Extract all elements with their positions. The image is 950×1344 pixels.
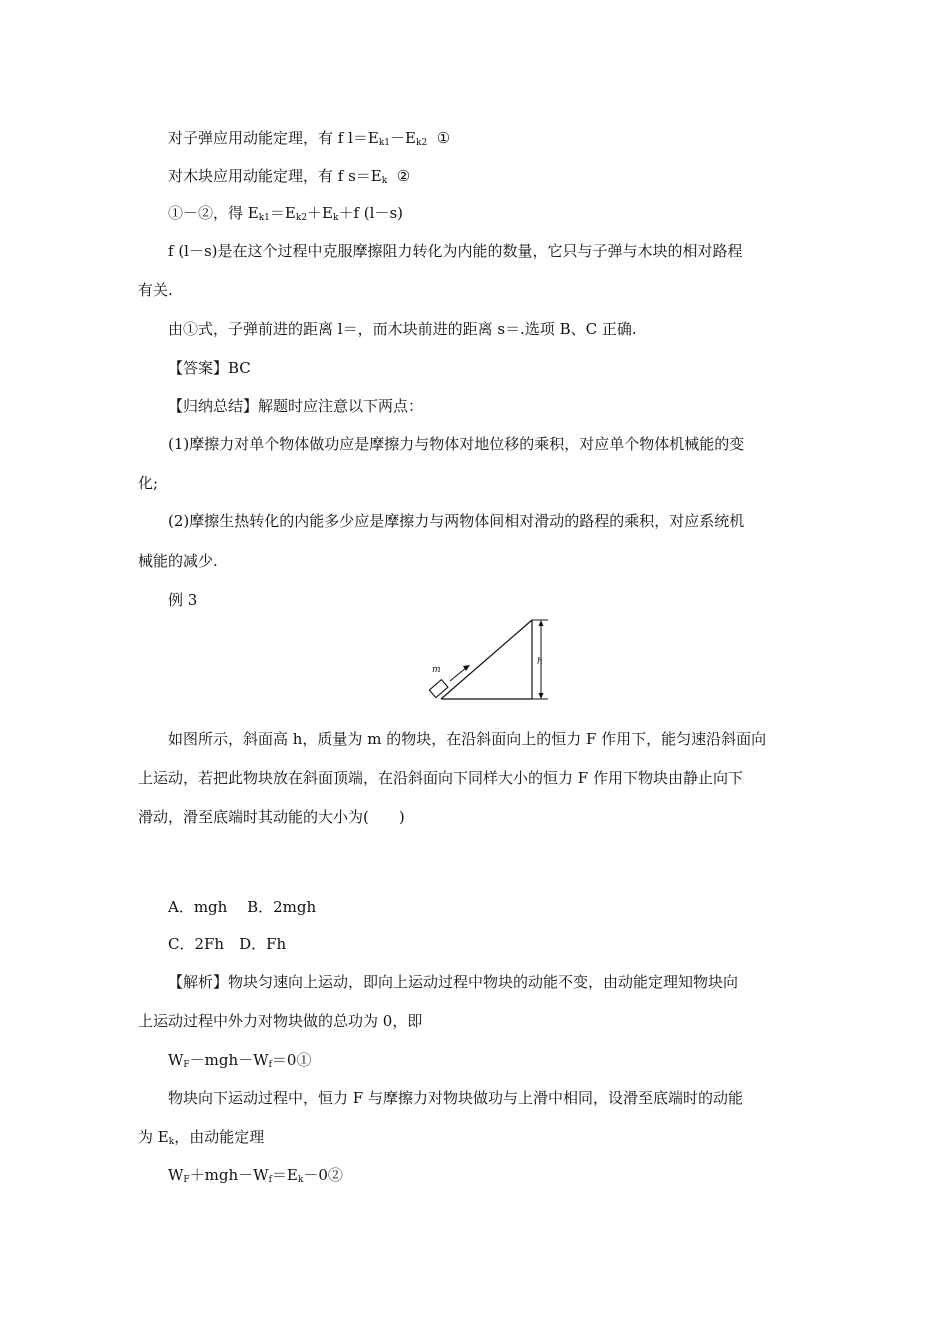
incline-figure [420, 614, 560, 704]
equation-bullet: 对子弹应用动能定理，有 f $l=E_{k1}-E_{k2}$ ① [168, 129, 451, 148]
option-cd: C．2Fh D．Fh [168, 935, 287, 953]
incline-diagram [420, 614, 560, 704]
incline-slope [441, 620, 532, 699]
summary-point: (1)摩擦力对单个物体做功应是摩擦力与物体对地位移的乘积，对应单个物体机械能的变 [168, 435, 745, 453]
summary-point: 械能的减少. [138, 552, 218, 570]
summary-heading: 【归纳总结】解题时应注意以下两点： [168, 397, 424, 415]
paragraph-text: f (l－s)是在这个过程中克服摩擦阻力转化为内能的数量，它只与子弹与木块的相对路程 [168, 242, 743, 260]
height-label: h [537, 657, 543, 667]
equation-two: $W_F+mgh-W_f=E_k-0②$ [168, 1166, 343, 1185]
analysis-text: 为 $E_k$，由动能定理 [138, 1128, 265, 1147]
summary-point: (2)摩擦生热转化的内能多少应是摩擦力与两物体间相对滑动的路程的乘积，对应系统机 [168, 512, 745, 530]
answer-label: 【答案】BC [168, 359, 251, 377]
option-ab: A．mgh B．2mgh [168, 898, 317, 916]
mass-label: m [432, 665, 441, 675]
analysis-text: 物块向下运动过程中，恒力 F 与摩擦力对物块做功与上滑中相同，设滑至底端时的动能 [168, 1089, 743, 1107]
arrow-up-head [539, 620, 544, 626]
force-arrow-head [463, 665, 470, 671]
question-text: 滑动，滑至底端时其动能的大小为( ) [138, 808, 405, 826]
analysis-text: 【解析】物块匀速向上运动，即向上运动过程中物块的动能不变，由动能定理知物块向 [168, 973, 739, 991]
summary-point: 化; [138, 474, 159, 492]
equation-one: $W_F-mgh-W_f=0①$ [168, 1051, 312, 1070]
question-text: 如图所示，斜面高 h，质量为 m 的物块，在沿斜面向上的恒力 F 作用下，能匀速沿斜面向 [168, 730, 767, 748]
paragraph-text: 由①式，子弹前进的距离 l＝，而木块前进的距离 s＝.选项 B、C 正确. [168, 320, 637, 338]
example-heading: 例 3 [168, 591, 198, 609]
paragraph-text: 有关. [138, 281, 173, 299]
equation-block: 对木块应用动能定理，有 f $s=E_k$ ② [168, 167, 411, 186]
analysis-text: 上运动过程中外力对物块做的总功为 0，即 [138, 1012, 423, 1030]
equation-difference: ①－②，得 $E_{k1}=E_{k2}+E_k+f$ (l－s) [168, 204, 403, 223]
arrow-down-head [539, 693, 544, 699]
question-text: 上运动，若把此物块放在斜面顶端，在沿斜面向下同样大小的恒力 F 作用下物块由静止向下 [138, 769, 743, 787]
